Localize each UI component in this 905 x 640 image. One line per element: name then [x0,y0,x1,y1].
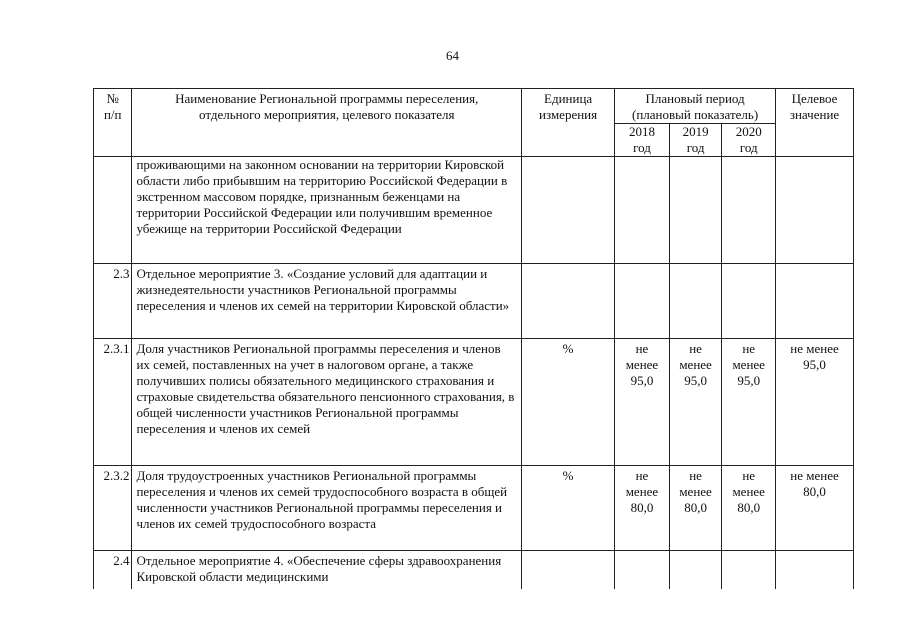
row-2018: не менее 95,0 [615,339,670,466]
row-num: 2.3.2 [94,466,132,551]
header-year-2018 [615,124,670,157]
year-2018: 2018 [628,124,655,139]
header-num [94,89,132,157]
table-row [94,551,854,590]
row-unit: % [522,339,615,466]
row-unit [522,157,615,264]
table-row [94,466,854,551]
row-name: Отдельное мероприятие 4. «Обеспечение сферы здравоохранения Кировской области медицинскими [132,551,522,590]
year-2019-suffix: год [686,140,705,155]
page-number: 64 [446,48,459,63]
header-name: Наименование Региональной программы переселения, отдельного мероприятия, целевого показателя [132,89,522,157]
row-num: 2.4 [94,551,132,590]
row-2019 [669,157,722,264]
row-target [776,157,854,264]
row-2019 [669,264,722,339]
row-unit: % [522,466,615,551]
row-2019 [669,551,722,590]
row-target [776,264,854,339]
table-header [94,89,854,157]
row-2020 [722,157,776,264]
row-num [94,157,132,264]
header-year-2019 [669,124,722,157]
table-row [94,157,854,264]
row-2020 [722,551,776,590]
row-2020 [722,264,776,339]
row-name: проживающими на законном основании на территории Кировской области либо прибывшим на территорию Российской Федерации в экстренном массовом порядке, признанным беженцами на территории Российской Федерации или получившим временное убежище на территории Российской Федерации [132,157,522,264]
row-unit [522,551,615,590]
row-target: не менее 95,0 [776,339,854,466]
row-name: Отдельное мероприятие 3. «Создание условий для адаптации и жизнедеятельности участников Региональной программы переселения и членов их семей на территории Кировской области» [132,264,522,339]
row-target: не менее 80,0 [776,466,854,551]
program-table [93,88,854,589]
header-target: Целевое значение [776,89,854,157]
row-2019: не менее 80,0 [669,466,722,551]
row-2018 [615,157,670,264]
header-year-2020 [722,124,776,157]
row-2019: не менее 95,0 [669,339,722,466]
year-2018-suffix: год [633,140,651,155]
row-unit [522,264,615,339]
row-2020: не менее 80,0 [722,466,776,551]
row-2018 [615,551,670,590]
year-2020: 2020 [735,124,762,139]
year-2019: 2019 [682,124,709,139]
row-2020: не менее 95,0 [722,339,776,466]
table-row [94,339,854,466]
table-row [94,264,854,339]
row-target [776,551,854,590]
header-unit: Единица измерения [522,89,615,157]
year-2020-suffix: год [739,140,758,155]
header-num-text: № п/п [103,91,122,122]
header-plan: Плановый период (плановый показатель) [615,89,776,124]
row-name: Доля трудоустроенных участников Региональной программы переселения и членов их семей трудоспособного возраста в общей численности участников Региональной программы переселения и членов их семей трудоспособного возраста [132,466,522,551]
row-num: 2.3 [94,264,132,339]
row-2018 [615,264,670,339]
row-num: 2.3.1 [94,339,132,466]
row-name: Доля участников Региональной программы переселения и членов их семей, поставленных на учет в налоговом органе, а также получивших полисы обязательного медицинского страхования и страховые свидетельства обязательного пенсионного страхования, в общей численности участников Региональной программы переселения и членов их семей [132,339,522,466]
row-2018: не менее 80,0 [615,466,670,551]
